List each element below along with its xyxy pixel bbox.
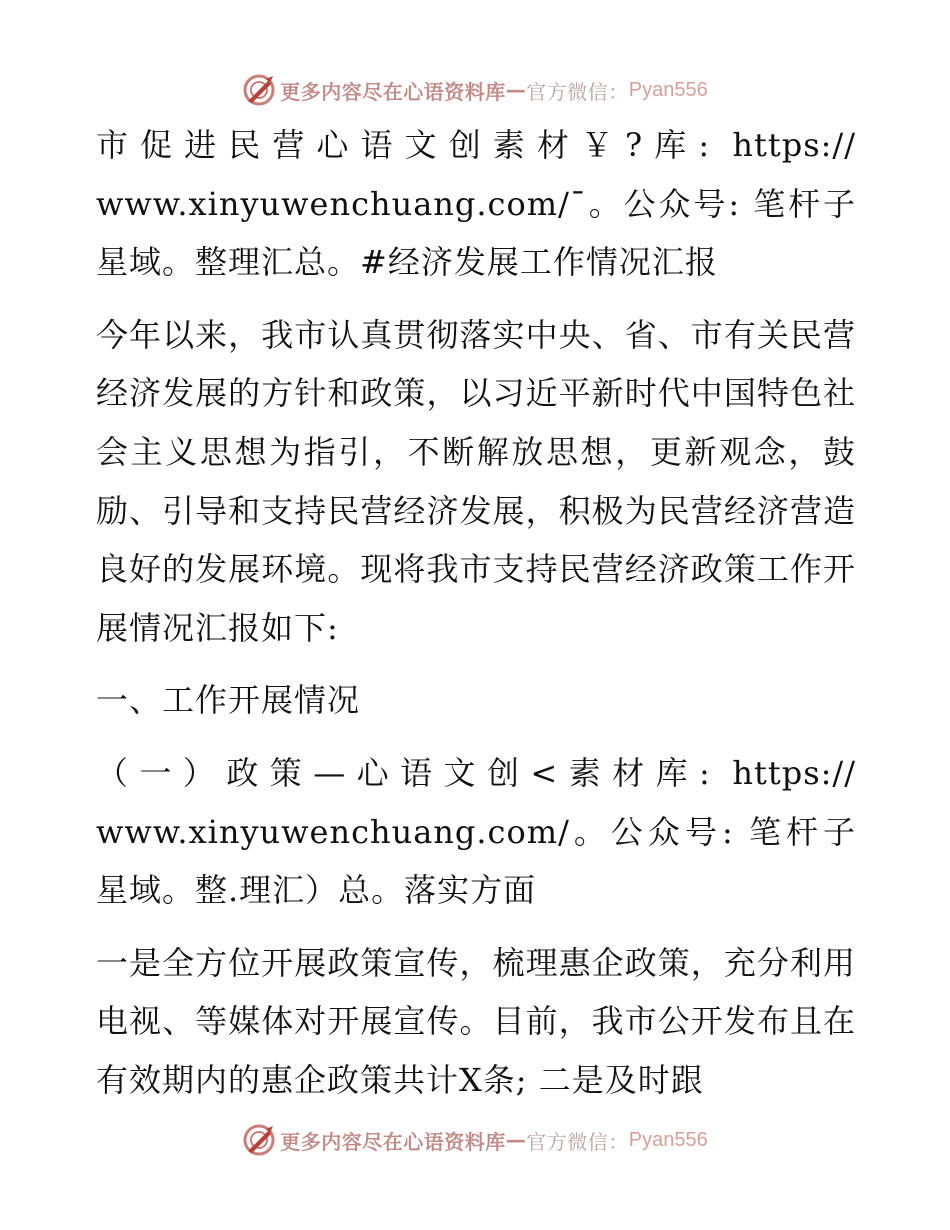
- logo-icon: [242, 73, 276, 107]
- banner-dash: —: [505, 78, 527, 102]
- banner-dash: —: [505, 1128, 527, 1152]
- document-body: [96, 116, 856, 1110]
- banner-main-text: 更多内容尽在心语资料库: [280, 1129, 506, 1154]
- banner-label: 官方微信：: [526, 79, 629, 104]
- paragraph-overview: 今年以来，我市认真贯彻落实中央、省、市有关民营经济发展的方针和政策，以习近平新时代中国特色社会主义思想为指引，不断解放思想，更新观念，鼓励、引导和支持民营经济发展，积极为民营经济营造良好的发展环境。现将我市支持民营经济政策工作开展情况汇报如下:: [96, 315, 856, 647]
- banner-wechat-id: Pyan556: [628, 1128, 708, 1151]
- banner-label: 官方微信：: [526, 1129, 629, 1154]
- header-watermark: [0, 70, 950, 110]
- subsection-heading: （一）政策—心语文创<素材库: https:// www.xinyuwenchuang.com/。公众号: 笔杆子星域。整.理汇）总。落实方面: [96, 753, 856, 910]
- paragraph-intro: 市促进民营心语文创素材￥?库: https:// www.xinyuwenchuang.com/¯。公众号: 笔杆子星域。整理汇总。#经济发展工作情况汇报: [96, 126, 856, 282]
- logo-icon: [242, 1123, 276, 1157]
- footer-watermark: [0, 1120, 950, 1160]
- paragraph-body: 一是全方位开展政策宣传，梳理惠企政策，充分利用电视、等媒体对开展宣传。目前，我市公开发布且在有效期内的惠企政策共计X条; 二是及时跟: [96, 943, 856, 1099]
- banner-main-text: 更多内容尽在心语资料库: [280, 79, 506, 104]
- section-heading: 一、工作开展情况: [96, 681, 361, 720]
- banner-wechat-id: Pyan556: [628, 78, 708, 101]
